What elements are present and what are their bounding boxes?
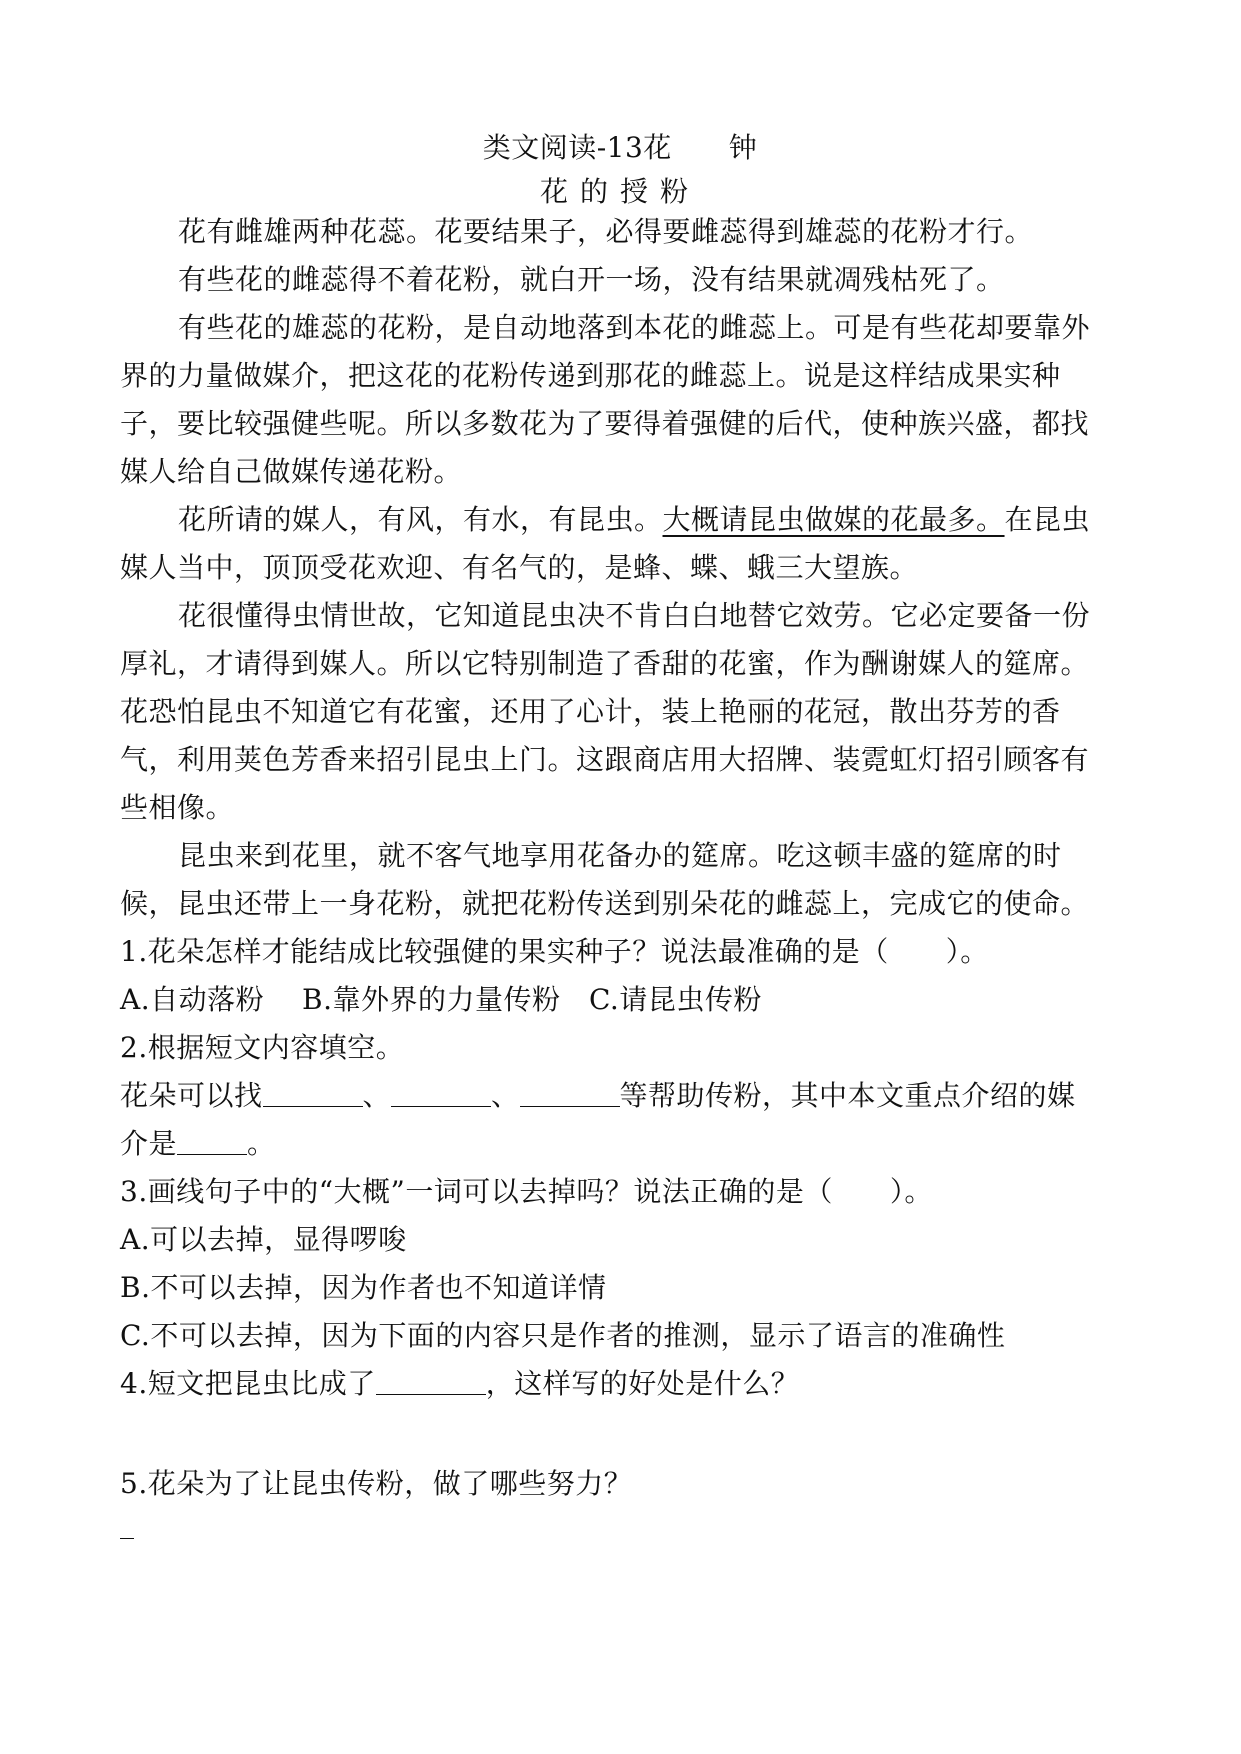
question-1-options: A.自动落粉 B.靠外界的力量传粉 C.请昆虫传粉 — [120, 983, 762, 1016]
paragraph-4-text-a: 花所请的媒人，有风，有水，有昆虫。 — [178, 503, 663, 536]
paragraph-6-line-2: 候，昆虫还带上一身花粉，就把花粉传送到别朵花的雌蕊上，完成它的使命。 — [120, 887, 1090, 920]
question-2-separator-2: 、 — [491, 1079, 520, 1112]
paragraph-3-line-2: 界的力量做媒介，把这花的花粉传递到那花的雌蕊上。说是这样结成果实种 — [120, 359, 1061, 392]
question-5: 5.花朵为了让昆虫传粉，做了哪些努力？ — [120, 1467, 633, 1500]
paragraph-6-line-1: 昆虫来到花里，就不客气地享用花备办的筵席。吃这顿丰盛的筵席的时 — [178, 839, 1062, 872]
question-3-option-c: C.不可以去掉，因为下面的内容只是作者的推测，显示了语言的准确性 — [120, 1319, 1006, 1352]
answer-blank-3[interactable] — [520, 1078, 620, 1107]
paragraph-3-line-3: 子，要比较强健些呢。所以多数花为了要得着强健的后代，使种族兴盛，都找 — [120, 407, 1090, 440]
question-2-fill-line-1 — [120, 1078, 1076, 1114]
answer-line-stub — [120, 1538, 134, 1539]
answer-blank-5[interactable] — [376, 1366, 486, 1395]
question-2-separator-1: 、 — [362, 1079, 392, 1112]
question-2-text-d: 。 — [247, 1127, 276, 1160]
question-3-option-b: B.不可以去掉，因为作者也不知道详情 — [120, 1271, 607, 1304]
question-4-text-b: ，这样写的好处是什么？ — [485, 1367, 800, 1400]
question-2: 2.根据短文内容填空。 — [120, 1031, 405, 1064]
paragraph-2: 有些花的雌蕊得不着花粉，就白开一场，没有结果就凋残枯死了。 — [178, 263, 1005, 296]
question-2-text-b: 等帮助传粉，其中本文重点介绍的媒 — [619, 1079, 1076, 1112]
question-4 — [120, 1366, 799, 1402]
question-2-text-a: 花朵可以找 — [120, 1079, 263, 1112]
question-4-text-a: 4.短文把昆虫比成了 — [120, 1367, 376, 1400]
passage-title: 花的授粉 — [539, 175, 700, 208]
answer-blank-1[interactable] — [263, 1078, 363, 1107]
paragraph-5-line-3: 花恐怕昆虫不知道它有花蜜，还用了心计，装上艳丽的花冠，散出芬芳的香 — [120, 695, 1061, 728]
paragraph-4-line-1 — [178, 502, 1090, 538]
question-2-text-c: 介是 — [120, 1127, 178, 1160]
paragraph-4-line-2: 媒人当中，顶顶受花欢迎、有名气的，是蜂、蝶、蛾三大望族。 — [120, 551, 919, 584]
answer-blank-2[interactable] — [391, 1078, 491, 1107]
paragraph-3-line-1: 有些花的雄蕊的花粉，是自动地落到本花的雌蕊上。可是有些花却要靠外 — [178, 311, 1091, 344]
paragraph-5-line-1: 花很懂得虫情世故，它知道昆虫决不肯白白地替它效劳。它必定要备一份 — [178, 599, 1091, 632]
paragraph-3-line-4: 媒人给自己做媒传递花粉。 — [120, 455, 463, 488]
paragraph-5-line-4: 气，利用荚色芳香来招引昆虫上门。这跟商店用大招牌、装霓虹灯招引顾客有 — [120, 743, 1090, 776]
answer-blank-4[interactable] — [177, 1126, 247, 1155]
question-2-fill-line-2 — [120, 1126, 276, 1162]
page-title: 类文阅读-13花 钟 — [482, 131, 758, 164]
question-1: 1.花朵怎样才能结成比较强健的果实种子？说法最准确的是（ ）。 — [120, 935, 989, 968]
question-3-option-a: A.可以去掉，显得啰唆 — [120, 1223, 407, 1256]
paragraph-5-line-5: 些相像。 — [120, 791, 235, 824]
question-3: 3.画线句子中的“大概”一词可以去掉吗？说法正确的是（ ）。 — [120, 1175, 933, 1208]
underlined-sentence: 大概请昆虫做媒的花最多。 — [662, 503, 1005, 536]
paragraph-1: 花有雌雄两种花蕊。花要结果子，必得要雌蕊得到雄蕊的花粉才行。 — [178, 215, 1034, 248]
paragraph-4-text-b: 在昆虫 — [1004, 503, 1091, 536]
paragraph-5-line-2: 厚礼，才请得到媒人。所以它特别制造了香甜的花蜜，作为酬谢媒人的筵席。 — [120, 647, 1090, 680]
